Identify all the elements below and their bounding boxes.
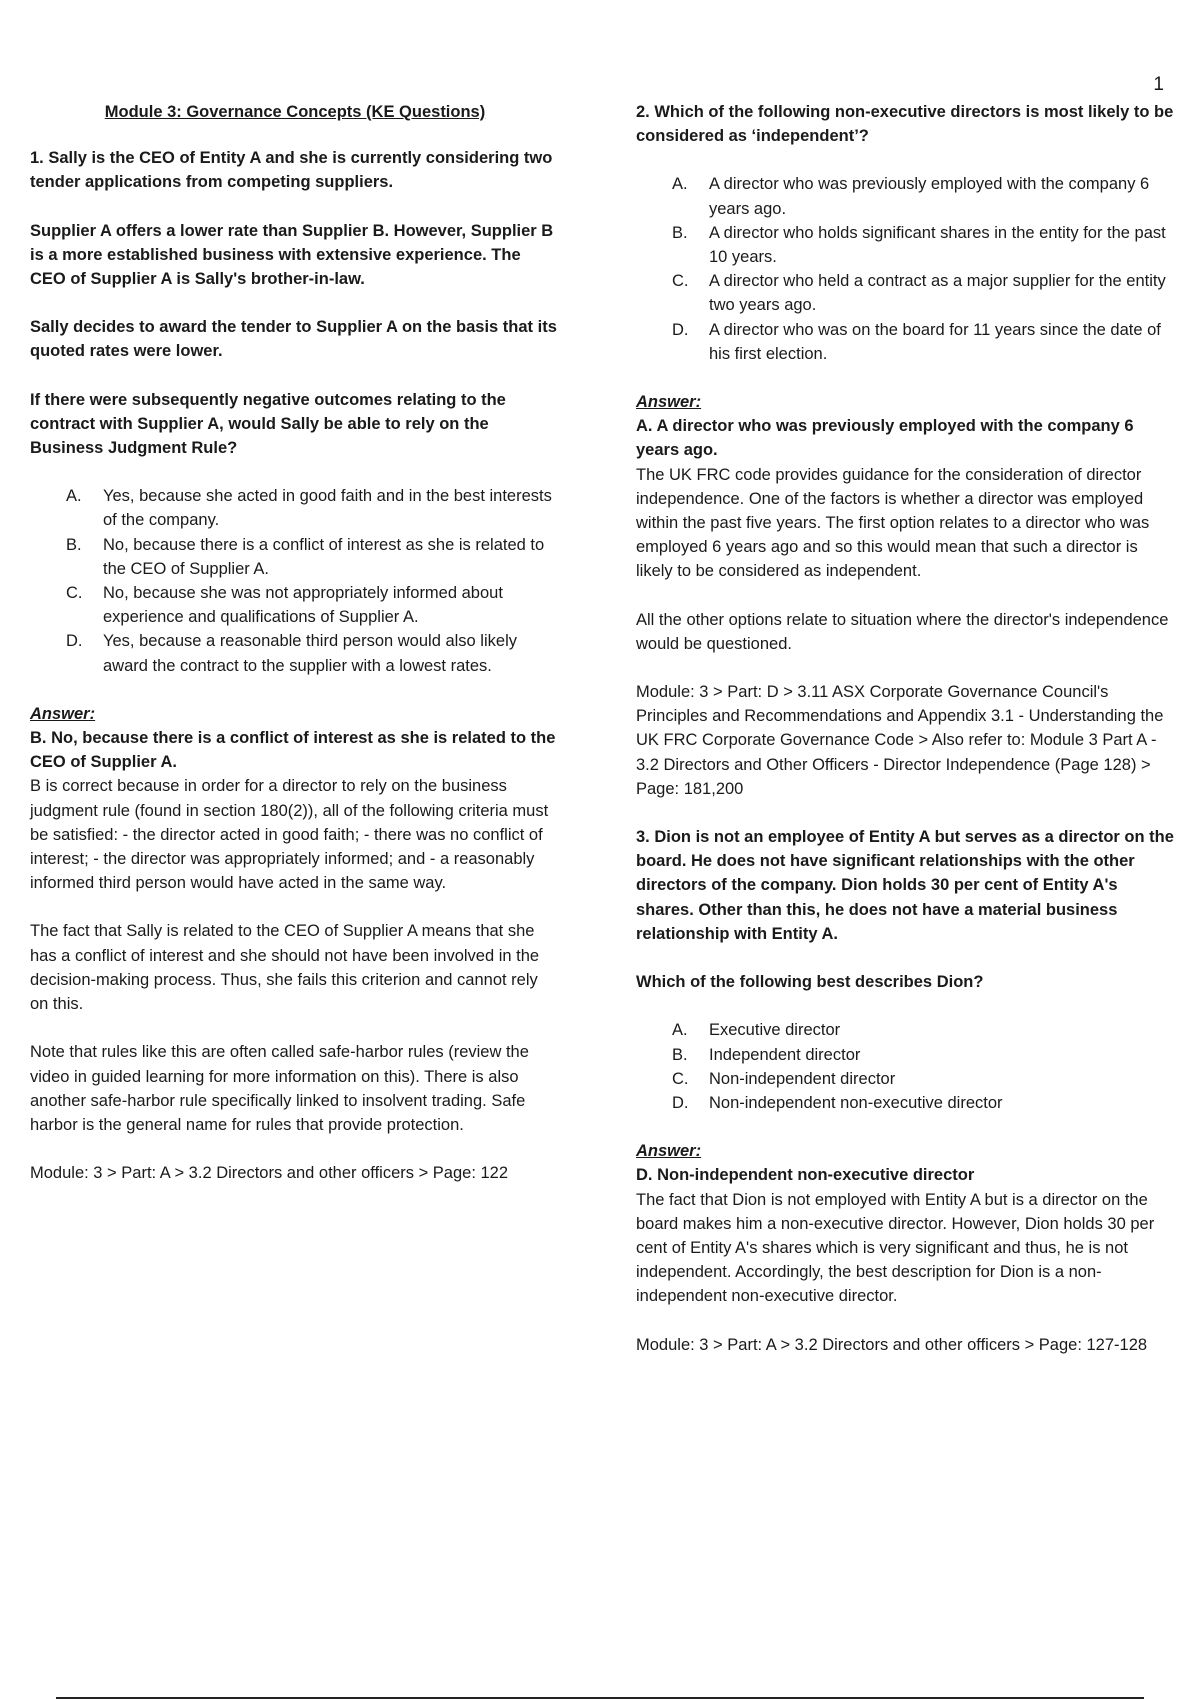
answer-text: B. No, because there is a conflict of interest as she is related to the CEO of Supplier A.: [30, 729, 556, 772]
question-1-prompt: If there were subsequently negative outcomes relating to the contract with Supplier A, would Sally be able to rely on the Business Judgment Rule?: [30, 390, 506, 458]
option-item: [636, 1043, 1176, 1067]
option-text: A director who held a contract as a major supplier for the entity two years ago.: [709, 272, 1166, 315]
option-text: A director who was previously employed with the company 6 years ago.: [709, 175, 1150, 218]
option-letter: B.: [672, 223, 688, 242]
option-text: A director who holds significant shares in the entity for the past 10 years.: [709, 223, 1166, 267]
option-item: [636, 1018, 1176, 1042]
option-letter: B.: [66, 535, 82, 554]
question-1-paragraph: 1. Sally is the CEO of Entity A and she is currently considering two tender applications from competing suppliers.: [30, 149, 553, 192]
right-column: [636, 100, 1176, 1381]
explanation-paragraph: The UK FRC code provides guidance for the consideration of director independence. One of the factors is whether a director was employed within the past five years. The first option relates to a director who was employed 6 years ago and so this would mean that such a director is likely to be considered as independent.: [636, 465, 1150, 581]
option-letter: D.: [672, 1093, 689, 1112]
option-item: [636, 1067, 1176, 1091]
answer-label: Answer:: [30, 704, 96, 723]
question-3-paragraph: 3. Dion is not an employee of Entity A but serves as a director on the board. He does not have significant relationships with the other directors of the company. Dion holds 30 per cent of Entity A's shares. Other than this, he does not have a material business relationship with Entity A.: [636, 828, 1174, 943]
option-letter: B.: [672, 1045, 688, 1064]
option-item: [30, 484, 560, 532]
question-3: [636, 825, 1176, 994]
option-letter: A.: [66, 487, 82, 506]
question-2-options: [636, 172, 1176, 366]
option-letter: C.: [672, 272, 689, 291]
question-3-options: [636, 1018, 1176, 1115]
answer-label: Answer:: [636, 393, 702, 412]
option-item: [636, 318, 1176, 366]
explanation-paragraph: All the other options relate to situation where the director's independence would be questioned.: [636, 610, 1169, 653]
option-text: No, because she was not appropriately informed about experience and qualifications of Supplier A.: [103, 584, 503, 627]
question-1-paragraph: Sally decides to award the tender to Supplier A on the basis that its quoted rates were lower.: [30, 318, 557, 361]
document-title: Module 3: Governance Concepts (KE Questions): [104, 103, 486, 121]
option-item: [30, 533, 560, 581]
answer-text: A. A director who was previously employed with the company 6 years ago.: [636, 417, 1134, 460]
question-1: [30, 146, 560, 460]
explanation-paragraph: The fact that Dion is not employed with Entity A but is a director on the board makes him a non-executive director. However, Dion holds 30 per cent of Entity A's shares which is very significant and thus, he is not independent. Accordingly, the best description for Dion is a non-independent non-executive director.: [636, 1190, 1155, 1306]
module-reference: Module: 3 > Part: A > 3.2 Directors and other officers > Page: 127-128: [636, 1335, 1148, 1354]
question-2-prompt: 2. Which of the following non-executive directors is most likely to be considered as ‘independent’?: [636, 103, 1174, 146]
option-item: [636, 269, 1176, 317]
option-letter: C.: [66, 584, 83, 603]
explanation-paragraph: Note that rules like this are often called safe-harbor rules (review the video in guided learning for more information on this). There is also another safe-harbor rule specifically linked to insolvent trading. Safe harbor is the general name for rules that provide protection.: [30, 1043, 529, 1134]
option-item: [30, 581, 560, 629]
option-item: [636, 1091, 1176, 1115]
option-text: A director who was on the board for 11 years since the date of his first election.: [709, 320, 1161, 363]
option-text: Executive director: [709, 1021, 841, 1040]
question-3-prompt: Which of the following best describes Dion?: [636, 973, 984, 992]
option-letter: A.: [672, 1021, 688, 1040]
module-reference: Module: 3 > Part: A > 3.2 Directors and other officers > Page: 122: [30, 1164, 509, 1183]
option-letter: D.: [672, 320, 689, 339]
option-letter: D.: [66, 632, 83, 651]
option-letter: C.: [672, 1069, 689, 1088]
option-item: [636, 221, 1176, 269]
option-text: Non-independent non-executive director: [709, 1093, 1003, 1112]
explanation-paragraph: The fact that Sally is related to the CEO of Supplier A means that she has a conflict of interest and she should not have been involved in the decision-making process. Thus, she fails this criterion and cannot rely on this.: [30, 922, 540, 1014]
question-1-options: [30, 484, 560, 678]
left-column: [30, 100, 560, 1209]
module-reference: Module: 3 > Part: D > 3.11 ASX Corporate Governance Council's Principles and Recommendations and Appendix 3.1 - Understanding the UK FRC Corporate Governance Code > Also refer to: Module 3 Part A - 3.2 Directors and Other Officers - Director Independence (Page 128) > Page: 181,200: [636, 683, 1164, 798]
option-letter: A.: [672, 175, 688, 194]
page-number: 1: [1153, 74, 1164, 95]
option-text: Yes, because a reasonable third person would also likely award the contract to the supplier with a lowest rates.: [103, 632, 517, 675]
option-text: Yes, because she acted in good faith and in the best interests of the company.: [103, 487, 552, 530]
answer-label: Answer:: [636, 1142, 702, 1161]
answer-text: D. Non-independent non-executive director: [636, 1166, 975, 1185]
option-text: Independent director: [709, 1045, 861, 1064]
option-item: [636, 172, 1176, 220]
question-2: [636, 100, 1176, 148]
footer-divider: [56, 1697, 1144, 1699]
option-text: Non-independent director: [709, 1069, 896, 1088]
option-item: [30, 629, 560, 677]
option-text: No, because there is a conflict of interest as she is related to the CEO of Supplier A.: [103, 535, 545, 578]
explanation-paragraph: B is correct because in order for a director to rely on the business judgment rule (found in section 180(2)), all of the following criteria must be satisfied: - the director acted in good faith; - there was no conflict of interest; - the director was appropriately informed; and - a reasonably informed third person would have acted in the same way.: [30, 777, 549, 893]
question-1-paragraph: Supplier A offers a lower rate than Supplier B. However, Supplier B is a more established business with extensive experience. The CEO of Supplier A is Sally's brother-in-law.: [30, 221, 554, 289]
